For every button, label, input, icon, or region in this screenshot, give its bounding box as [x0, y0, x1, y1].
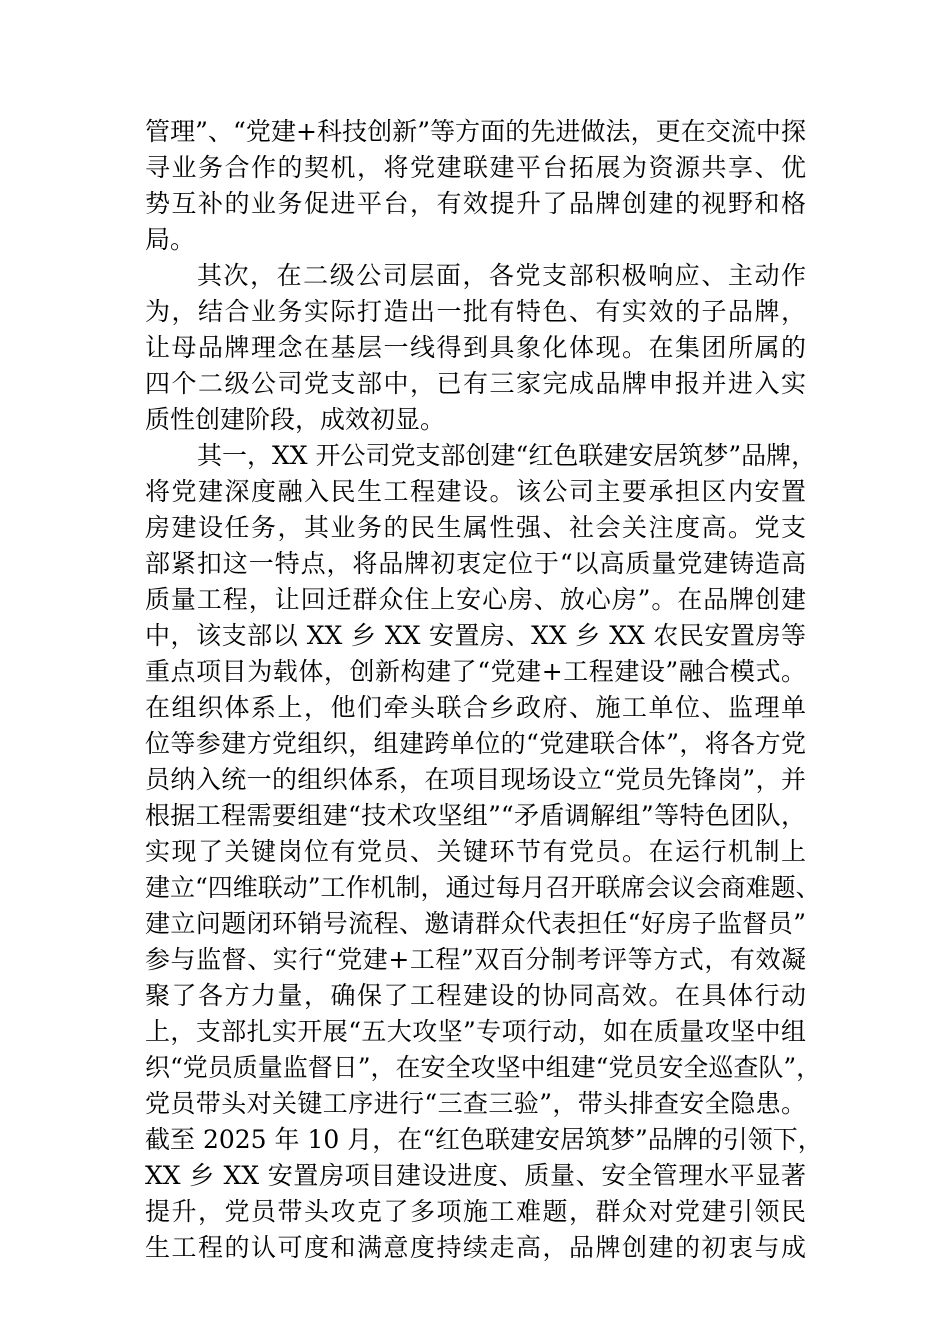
text-line: 让母品牌理念在基层一线得到具象化体现。在集团所属的	[145, 333, 806, 362]
text-line: 寻业务合作的契机，将党建联建平台拓展为资源共享、优	[145, 153, 806, 182]
text-line: 提升，党员带头攻克了多项施工难题，群众对党建引领民	[145, 1197, 806, 1226]
text-line: 部紧扣这一特点，将品牌初衷定位于“以高质量党建铸造高	[145, 549, 806, 578]
text-line: 位等参建方党组织，组建跨单位的“党建联合体”，将各方党	[145, 729, 806, 758]
text-line: 在组织体系上，他们牵头联合乡政府、施工单位、监理单	[145, 693, 806, 722]
text-line: 生工程的认可度和满意度持续走高，品牌创建的初衷与成	[145, 1233, 806, 1262]
text-line: 为，结合业务实际打造出一批有特色、有实效的子品牌，	[145, 297, 806, 326]
text-line: 织“党员质量监督日”，在安全攻坚中组建“党员安全巡查队”，	[145, 1053, 822, 1082]
text-line: 将党建深度融入民生工程建设。该公司主要承担区内安置	[145, 477, 806, 506]
paragraph	[145, 438, 823, 1266]
text-line: 局。	[145, 225, 196, 254]
text-line: 质量工程，让回迁群众住上安心房、放心房”。在品牌创建	[145, 585, 806, 614]
text-line: 势互补的业务促进平台，有效提升了品牌创建的视野和格	[145, 189, 806, 218]
text-line: 建立“四维联动”工作机制，通过每月召开联席会议会商难题、	[145, 873, 821, 902]
document-page	[145, 114, 823, 1266]
paragraph	[145, 258, 806, 438]
text-line: 中，该支部以 XX 乡 XX 安置房、XX 乡 XX 农民安置房等	[145, 621, 806, 650]
text-line: 四个二级公司党支部中，已有三家完成品牌申报并进入实	[145, 369, 806, 398]
text-line: 参与监督、实行“党建+工程”双百分制考评等方式，有效凝	[145, 945, 806, 974]
text-line: 管理”、“党建+科技创新”等方面的先进做法，更在交流中探	[145, 117, 806, 146]
text-line: 质性创建阶段，成效初显。	[145, 405, 446, 434]
text-line: 截至 2025 年 10 月，在“红色联建安居筑梦”品牌的引领下，	[145, 1125, 823, 1154]
paragraph	[145, 114, 806, 258]
text-line: 重点项目为载体，创新构建了“党建+工程建设”融合模式。	[145, 657, 806, 686]
text-line: 实现了关键岗位有党员、关键环节有党员。在运行机制上	[145, 837, 806, 866]
text-line: 聚了各方力量，确保了工程建设的协同高效。在具体行动	[145, 981, 806, 1010]
text-line: 其一，XX 开公司党支部创建“红色联建安居筑梦”品牌，	[197, 441, 817, 470]
text-line: 党员带头对关键工序进行“三查三验”，带头排查安全隐患。	[145, 1089, 806, 1118]
text-line: XX 乡 XX 安置房项目建设进度、质量、安全管理水平显著	[145, 1161, 806, 1190]
text-line: 根据工程需要组建“技术攻坚组”“矛盾调解组”等特色团队，	[145, 801, 806, 830]
text-line: 房建设任务，其业务的民生属性强、社会关注度高。党支	[145, 513, 806, 542]
text-line: 其次，在二级公司层面，各党支部积极响应、主动作	[197, 261, 806, 290]
text-line: 员纳入统一的组织体系，在项目现场设立“党员先锋岗”，并	[145, 765, 806, 794]
text-line: 上，支部扎实开展“五大攻坚”专项行动，如在质量攻坚中组	[145, 1017, 806, 1046]
text-line: 建立问题闭环销号流程、邀请群众代表担任“好房子监督员”	[145, 909, 806, 938]
